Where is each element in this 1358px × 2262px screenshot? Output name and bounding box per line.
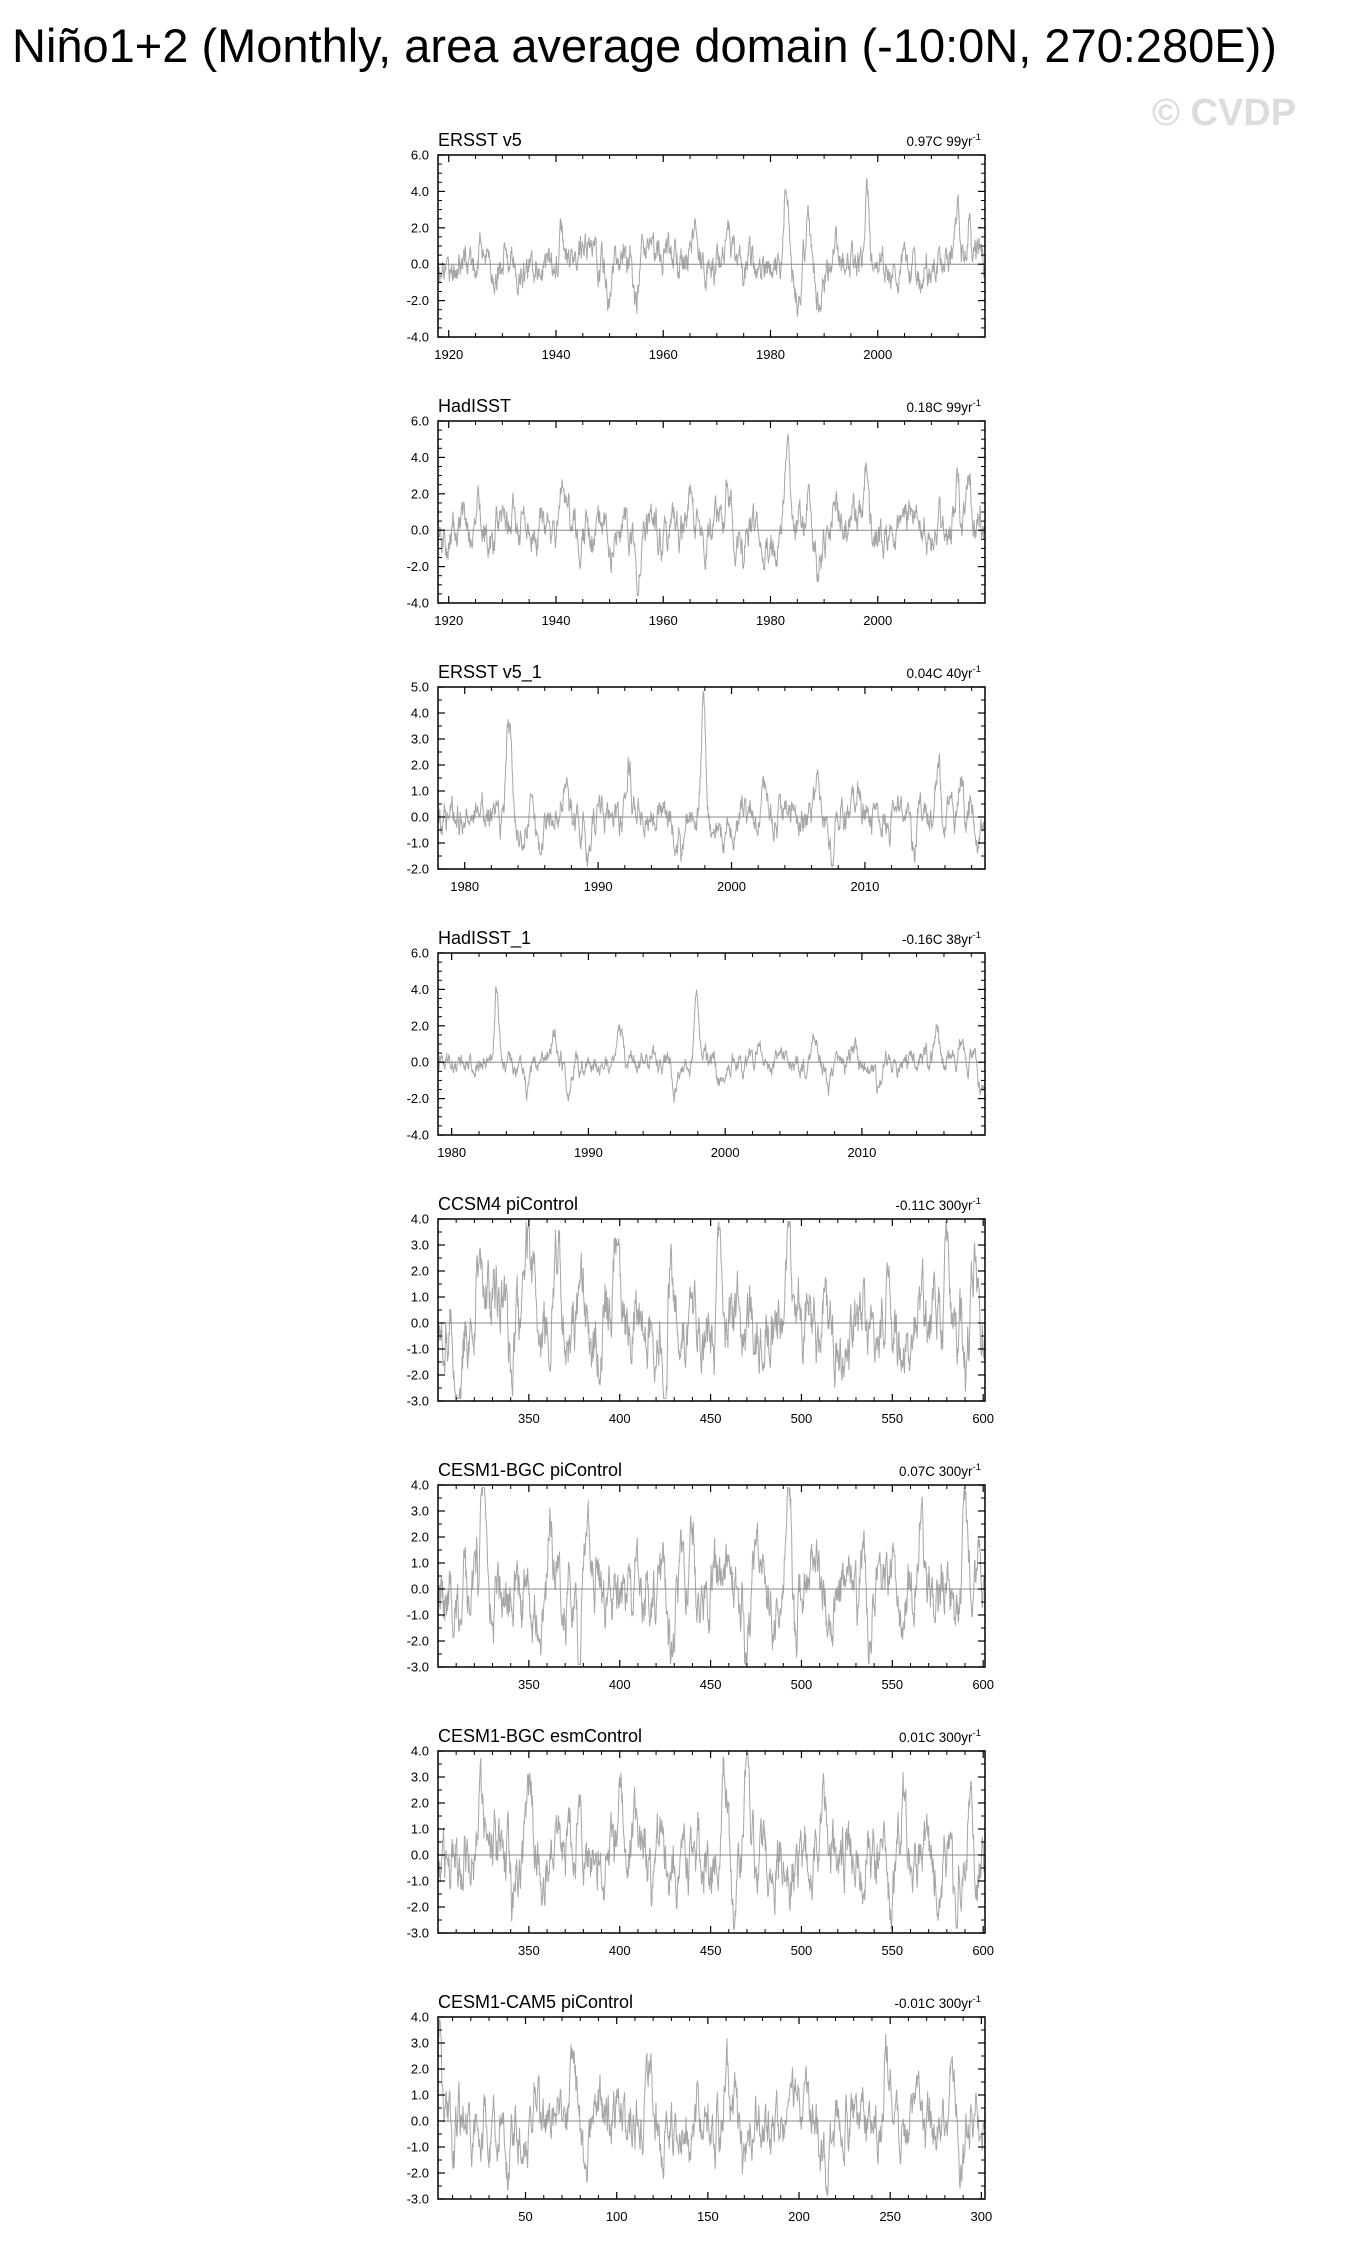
x-tick-label: 550	[881, 1943, 904, 1958]
y-tick-label: 0.0	[410, 1581, 429, 1597]
y-tick-label: 1.0	[410, 1289, 429, 1305]
y-tick-label: 4.0	[410, 981, 429, 997]
x-tick-label: 2000	[717, 879, 746, 894]
plot-frame	[438, 1219, 985, 1401]
panel-title: CCSM4 piControl	[438, 1194, 579, 1214]
y-tick-label: 3.0	[410, 1503, 429, 1519]
x-tick-label: 1980	[450, 879, 480, 894]
y-tick-label: -2.0	[406, 2165, 429, 2181]
y-tick-label: -4.0	[406, 1127, 429, 1143]
x-tick-label: 1960	[648, 347, 678, 362]
data-series-line	[438, 1222, 985, 1399]
y-tick-label: -1.0	[406, 1607, 429, 1623]
trend-label: 0.97C $99yr^{-1}$	[906, 132, 981, 149]
y-tick-label: 6.0	[410, 945, 429, 961]
y-tick-label: 0.0	[410, 256, 429, 272]
y-tick-label: 0.0	[410, 522, 429, 538]
y-tick-label: -2.0	[406, 1899, 429, 1915]
x-tick-label: 1990	[573, 1145, 603, 1160]
data-series-line	[438, 1754, 985, 1931]
x-tick-label: 450	[699, 1677, 722, 1692]
y-tick-label: -1.0	[406, 835, 429, 851]
x-tick-label: 1990	[583, 879, 613, 894]
data-series-line	[438, 691, 985, 866]
x-tick-label: 400	[608, 1677, 631, 1692]
x-tick-label: 150	[697, 2209, 719, 2224]
x-tick-label: 350	[518, 1943, 540, 1958]
x-tick-label: 1940	[541, 347, 571, 362]
panel-title: HadISST	[438, 396, 512, 416]
y-tick-label: -1.0	[406, 2139, 429, 2155]
y-tick-label: 4.0	[410, 1477, 429, 1493]
data-series-line	[438, 987, 985, 1103]
y-tick-label: 0.0	[410, 2113, 429, 2129]
x-tick-label: 1920	[434, 347, 464, 362]
chart-panel	[407, 662, 985, 894]
y-tick-label: -3.0	[406, 2191, 429, 2207]
chart-panel	[407, 1460, 994, 1692]
y-tick-label: 1.0	[410, 1555, 429, 1571]
y-tick-label: -4.0	[406, 329, 429, 345]
y-tick-label: 4.0	[410, 183, 429, 199]
y-tick-label: 6.0	[410, 147, 429, 163]
x-tick-label: 600	[972, 1411, 995, 1426]
chart-panel	[407, 1194, 994, 1426]
x-tick-label: 200	[788, 2209, 810, 2224]
y-tick-label: 2.0	[410, 2061, 429, 2077]
plot-frame	[438, 953, 985, 1135]
x-tick-label: 300	[970, 2209, 993, 2224]
y-tick-label: -3.0	[406, 1925, 429, 1941]
y-tick-label: 2.0	[410, 1529, 429, 1545]
y-tick-label: 2.0	[410, 1263, 429, 1279]
y-tick-label: 2.0	[410, 486, 429, 502]
data-series-line	[438, 1488, 985, 1665]
trend-label: 0.01C $300yr^{-1}$	[899, 1728, 981, 1745]
y-tick-label: 4.0	[410, 705, 429, 721]
y-tick-label: -2.0	[406, 559, 429, 575]
x-tick-label: 550	[881, 1411, 904, 1426]
data-series-line	[438, 434, 985, 596]
panel-title: ERSST v5	[438, 130, 522, 150]
panel-title: HadISST_1	[438, 928, 532, 948]
x-tick-label: 2000	[710, 1145, 740, 1160]
y-tick-label: -2.0	[406, 1091, 429, 1107]
data-series-line	[438, 178, 985, 317]
page-title: Niño1+2 (Monthly, area average domain (-10:0N, 270:280E))	[12, 19, 1277, 72]
chart-panel	[407, 928, 985, 1160]
y-tick-label: 0.0	[410, 809, 429, 825]
trend-label: 0.04C $40yr^{-1}$	[906, 664, 981, 681]
panel-title: CESM1-BGC piControl	[438, 1460, 623, 1480]
y-tick-label: -2.0	[406, 293, 429, 309]
x-tick-label: 450	[699, 1943, 722, 1958]
y-tick-label: 2.0	[410, 757, 429, 773]
x-tick-label: 1980	[756, 347, 785, 362]
y-tick-label: 4.0	[410, 449, 429, 465]
y-tick-label: 0.0	[410, 1315, 429, 1331]
y-tick-label: -2.0	[406, 1367, 429, 1383]
y-tick-label: 1.0	[410, 783, 429, 799]
x-tick-label: 1920	[434, 613, 464, 628]
x-tick-label: 50	[518, 2209, 533, 2224]
y-tick-label: -3.0	[406, 1659, 429, 1675]
plot-frame	[438, 2017, 985, 2199]
x-tick-label: 250	[879, 2209, 902, 2224]
trend-label: -0.11C $300yr^{-1}$	[895, 1196, 981, 1213]
y-tick-label: 1.0	[410, 1821, 429, 1837]
x-tick-label: 1940	[541, 613, 571, 628]
y-tick-label: 3.0	[410, 1769, 429, 1785]
x-tick-label: 1980	[756, 613, 785, 628]
y-tick-label: -1.0	[406, 1873, 429, 1889]
plot-frame	[438, 155, 985, 337]
x-tick-label: 1980	[437, 1145, 467, 1160]
x-tick-label: 2000	[863, 347, 893, 362]
x-tick-label: 400	[608, 1943, 631, 1958]
data-series-line	[438, 2020, 985, 2196]
y-tick-label: 4.0	[410, 1211, 429, 1227]
y-tick-label: 6.0	[410, 413, 429, 429]
y-tick-label: 4.0	[410, 1743, 429, 1759]
panel-title: CESM1-BGC esmControl	[438, 1726, 643, 1746]
y-tick-label: 3.0	[410, 731, 429, 747]
watermark-logo: © CVDP	[1152, 92, 1297, 134]
chart-panel	[407, 396, 985, 628]
x-tick-label: 450	[699, 1411, 722, 1426]
x-tick-label: 2010	[850, 879, 880, 894]
y-tick-label: 1.0	[410, 2087, 429, 2103]
trend-label: 0.18C $99yr^{-1}$	[906, 398, 981, 415]
trend-label: -0.01C $300yr^{-1}$	[894, 1994, 981, 2011]
y-tick-label: 0.0	[410, 1847, 429, 1863]
y-tick-label: 5.0	[410, 679, 429, 695]
y-tick-label: 2.0	[410, 1795, 429, 1811]
y-tick-label: -2.0	[406, 1633, 429, 1649]
x-tick-label: 350	[518, 1677, 540, 1692]
y-tick-label: 3.0	[410, 1237, 429, 1253]
x-tick-label: 100	[605, 2209, 628, 2224]
x-tick-label: 500	[790, 1677, 813, 1692]
x-tick-label: 500	[790, 1943, 813, 1958]
x-tick-label: 1960	[648, 613, 678, 628]
x-tick-label: 600	[972, 1943, 995, 1958]
panel-title: ERSST v5_1	[438, 662, 542, 682]
trend-label: -0.16C $38yr^{-1}$	[902, 930, 981, 947]
chart-panel	[407, 1726, 994, 1958]
y-tick-label: 4.0	[410, 2009, 429, 2025]
y-tick-label: 0.0	[410, 1054, 429, 1070]
x-tick-label: 600	[972, 1677, 995, 1692]
y-tick-label: 3.0	[410, 2035, 429, 2051]
y-tick-label: -1.0	[406, 1341, 429, 1357]
x-tick-label: 400	[608, 1411, 631, 1426]
y-tick-label: 2.0	[410, 220, 429, 236]
x-tick-label: 2000	[863, 613, 893, 628]
x-tick-label: 350	[518, 1411, 540, 1426]
x-tick-label: 500	[790, 1411, 813, 1426]
y-tick-label: 2.0	[410, 1018, 429, 1034]
y-tick-label: -2.0	[406, 861, 429, 877]
y-tick-label: -4.0	[406, 595, 429, 611]
y-tick-label: -3.0	[406, 1393, 429, 1409]
panel-title: CESM1-CAM5 piControl	[438, 1992, 634, 2012]
x-tick-label: 2010	[847, 1145, 877, 1160]
chart-panel	[407, 130, 985, 362]
chart-panel	[407, 1992, 993, 2224]
trend-label: 0.07C $300yr^{-1}$	[899, 1462, 981, 1479]
x-tick-label: 550	[881, 1677, 904, 1692]
